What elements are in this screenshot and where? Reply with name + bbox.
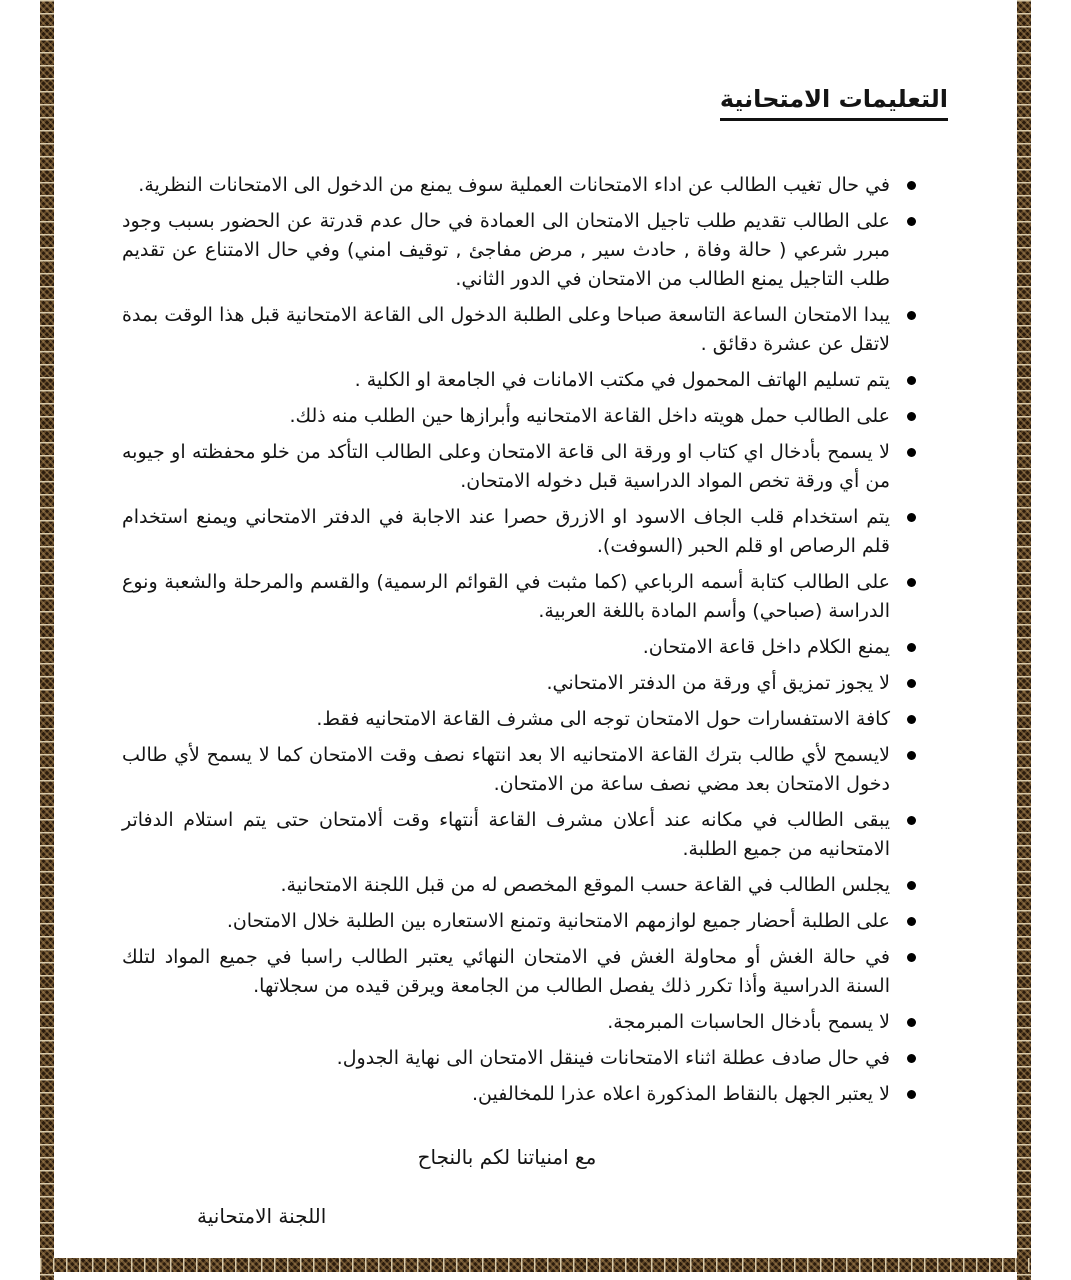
instruction-item: يبدا الامتحان الساعة التاسعة صباحا وعلى الطلبة الدخول الى القاعة الامتحانية قبل هذا الوقت بمدة لاتقل عن عشرة دقائق .	[122, 301, 948, 359]
instruction-item: في حال تغيب الطالب عن اداء الامتحانات العملية سوف يمنع من الدخول الى الامتحانات النظرية.	[122, 171, 948, 200]
instruction-item: على الطلبة أحضار جميع لوازمهم الامتحانية وتمنع الاستعاره بين الطلبة خلال الامتحان.	[122, 907, 948, 936]
title-row	[122, 84, 948, 121]
decorative-border-left	[40, 0, 54, 1280]
committee-signature: اللجنة الامتحانية	[197, 1204, 327, 1229]
instruction-item: لايسمح لأي طالب بترك القاعة الامتحانيه الا بعد انتهاء نصف وقت الامتحان كما لا يسمح لأي طالب دخول الامتحان بعد مضي نصف ساعة من الامتحان.	[122, 741, 948, 799]
instruction-item: في حالة الغش أو محاولة الغش في الامتحان النهائي يعتبر الطالب راسبا في جميع المواد لتلك السنة الدراسية وأذا تكرر ذلك يفصل الطالب من الجامعة ويرقن قيده من سجلاتها.	[122, 943, 948, 1001]
instruction-item: على الطالب تقديم طلب تاجيل الامتحان الى العمادة في حال عدم قدرتة عن الحضور بسبب وجود مبرر شرعي ( حالة وفاة , حادث سير , مرض مفاجئ , توقيف امني) وفي حال الامتناع عن تقديم طلب التاجيل يمنع الطالب من الامتحان في الدور الثاني.	[122, 207, 948, 294]
instruction-item: في حال صادف عطلة اثناء الامتحانات فينقل الامتحان الى نهاية الجدول.	[122, 1044, 948, 1073]
instructions-list	[122, 171, 948, 1109]
instruction-item: يتم تسليم الهاتف المحمول في مكتب الامانات في الجامعة او الكلية .	[122, 366, 948, 395]
instruction-item: لا يسمح بأدخال الحاسبات المبرمجة.	[122, 1008, 948, 1037]
instruction-item: لا يسمح بأدخال اي كتاب او ورقة الى قاعة الامتحان وعلى الطالب التأكد من خلو محفظته او جيوبه من أي ورقة تخص المواد الدراسية قبل دخوله الامتحان.	[122, 438, 948, 496]
decorative-border-right	[1017, 0, 1031, 1280]
instruction-item: لا يجوز تمزيق أي ورقة من الدفتر الامتحاني.	[122, 669, 948, 698]
document-body	[122, 0, 948, 1231]
instruction-item: لا يعتبر الجهل بالنقاط المذكورة اعلاه عذرا للمخالفين.	[122, 1080, 948, 1109]
decorative-border-bottom	[40, 1258, 1031, 1272]
instruction-item: كافة الاستفسارات حول الامتحان توجه الى مشرف القاعة الامتحانيه فقط.	[122, 705, 948, 734]
instruction-item: يتم استخدام قلب الجاف الاسود او الازرق حصرا عند الاجابة في الدفتر الامتحاني ويمنع استخدام قلم الرصاص او قلم الحبر (السوفت).	[122, 503, 948, 561]
page-title: التعليمات الامتحانية	[720, 84, 948, 121]
closing-wishes: مع امنياتنا لكم بالنجاح	[417, 1145, 597, 1170]
instruction-item: على الطالب كتابة أسمه الرباعي (كما مثبت في القوائم الرسمية) والقسم والمرحلة والشعبة ونوع الدراسة (صباحي) وأسم المادة باللغة العربية.	[122, 568, 948, 626]
instruction-item: يجلس الطالب في القاعة حسب الموقع المخصص له من قبل اللجنة الامتحانية.	[122, 871, 948, 900]
instruction-item: يمنع الكلام داخل قاعة الامتحان.	[122, 633, 948, 662]
instruction-item: على الطالب حمل هويته داخل القاعة الامتحانيه وأبرازها حين الطلب منه ذلك.	[122, 402, 948, 431]
instruction-item: يبقى الطالب في مكانه عند أعلان مشرف القاعة أنتهاء وقت ألامتحان حتى يتم استلام الدفاتر الامتحانيه من جميع الطلبة.	[122, 806, 948, 864]
